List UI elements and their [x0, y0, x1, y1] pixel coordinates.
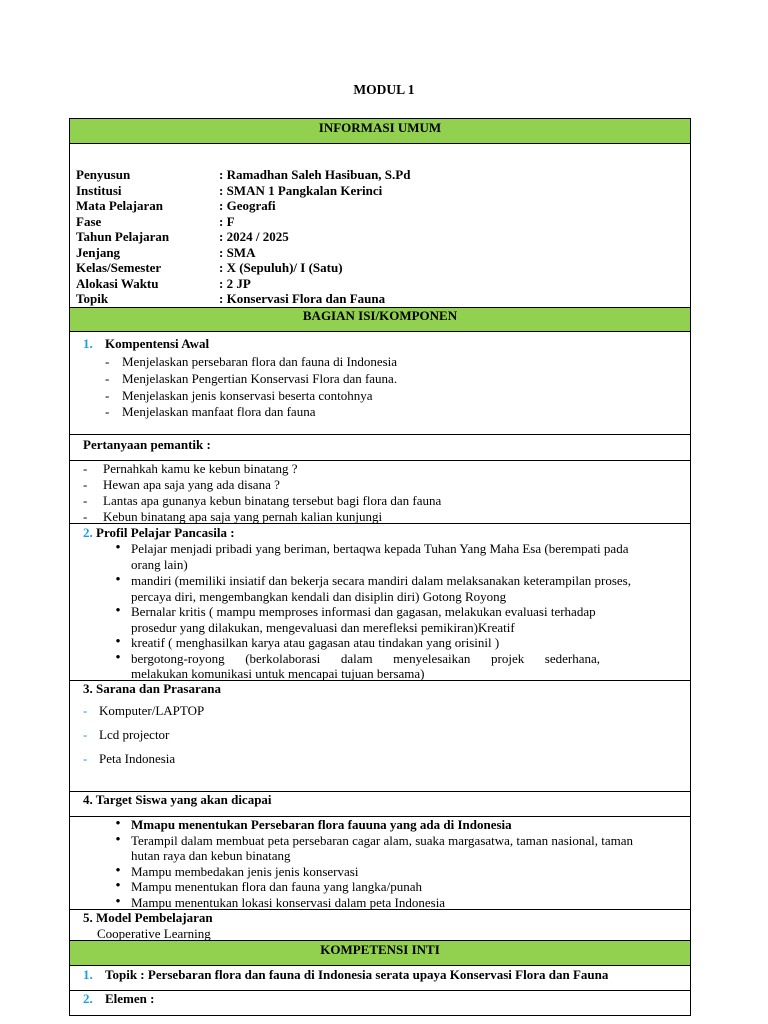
list-item-text: Menjelaskan jenis konservasi beserta contohnya: [122, 388, 373, 403]
list-item-text: bergotong-royong (berkolaborasi dalam menyelesaikan projek sederhana,: [131, 650, 600, 666]
list-item: • Mampu membedakan jenis jenis konservasi: [105, 864, 680, 880]
section-title: 3. Sarana dan Prasarana: [83, 681, 221, 696]
list-item: • mandiri (memiliki insiatif dan bekerja secara mandiri dalam melaksanakan keterampilan proses, percaya diri, mengembangkan kendali dan disiplin diri) Gotong Royong: [105, 573, 650, 604]
list-item-text: Bernalar kritis ( mampu memproses informasi dan gagasan, melakukan evaluasi terhadap: [131, 604, 596, 619]
bagian-isi-header-text: BAGIAN ISI/KOMPONEN: [302, 308, 458, 323]
list-item-text: melakukan komunikasi untuk mencapai tujuan bersama): [131, 666, 425, 681]
info-label: Kelas/Semester: [76, 260, 162, 275]
section-title: 4. Target Siswa yang akan dicapai: [83, 792, 272, 807]
info-value: : Geografi: [219, 198, 276, 213]
list-item: • Terampil dalam membuat peta persebaran cagar alam, suaka margasatwa, taman nasional, taman hutan raya dan kebun binatang: [105, 833, 680, 864]
kompetensi-awal-section: [70, 332, 690, 435]
list-item: - Komputer/LAPTOP: [83, 703, 205, 718]
list-item-text: Lantas apa gunanya kebun binatang tersebut bagi flora dan fauna: [103, 493, 442, 508]
info-row-institusi: [76, 183, 684, 199]
list-item-text: orang lain): [131, 556, 188, 572]
module-document: [69, 118, 691, 1016]
section-number: 2.: [83, 525, 93, 540]
list-item: • Bernalar kritis ( mampu memproses informasi dan gagasan, melakukan evaluasi terhadap prosedur yang dilakukan, mengevaluasi dan merefleksi pemikiran)Kreatif: [105, 604, 650, 635]
info-row-kelas-semester: [76, 260, 684, 276]
section-title: Pertanyaan pemantik :: [83, 437, 211, 452]
profil-pelajar-section: [70, 524, 690, 681]
list-item-text: Menjelaskan persebaran flora dan fauna di Indonesia: [122, 354, 398, 369]
list-item: • Pelajar menjadi pribadi yang beriman, bertaqwa kepada Tuhan Yang Maha Esa (berempati pada orang lain): [105, 541, 650, 572]
model-pembelajaran-value: Cooperative Learning: [97, 925, 211, 941]
list-item-text: mandiri (memiliki insiatif dan bekerja secara mandiri dalam melaksanakan keterampilan proses,: [131, 573, 631, 588]
list-item-text: kreatif ( menghasilkan karya atau gagasan atau tindakan yang orisinil ): [131, 635, 500, 650]
info-label: Tahun Pelajaran: [76, 229, 170, 244]
section-number: 1.: [83, 336, 93, 351]
info-label: Fase: [76, 213, 102, 229]
info-value: : 2 JP: [219, 275, 251, 291]
list-item: • Mampu menentukan lokasi konservasi dalam peta Indonesia: [105, 895, 680, 911]
pertanyaan-pemantik-heading: [70, 435, 690, 461]
info-row-topik: [76, 291, 684, 307]
pertanyaan-pemantik-list: [70, 461, 690, 524]
list-item: • bergotong-royong (berkolaborasi dalam menyelesaikan projek sederhana, melakukan komunikasi untuk mencapai tujuan bersama): [105, 651, 650, 682]
list-item: - Menjelaskan persebaran flora dan fauna di Indonesia: [105, 354, 398, 369]
kompetensi-inti-elemen: [70, 991, 690, 1015]
list-item: - Menjelaskan jenis konservasi beserta contohnya: [105, 388, 373, 403]
list-item: - Kebun binatang apa saja yang pernah kalian kunjungi: [83, 509, 383, 524]
section-number: 1.: [83, 967, 93, 982]
list-item: - Menjelaskan manfaat flora dan fauna: [105, 404, 316, 419]
list-item: - Peta Indonesia: [83, 751, 176, 766]
info-value: : SMAN 1 Pangkalan Kerinci: [219, 182, 383, 198]
section-title: Kompentensi Awal: [105, 336, 210, 351]
target-siswa-list: [70, 817, 690, 910]
list-item: - Hewan apa saja yang ada disana ?: [83, 477, 280, 492]
info-row-alokasi-waktu: [76, 276, 684, 292]
list-item-text: prosedur yang dilakukan, mengevaluasi dan merefleksi pemikiran)Kreatif: [131, 619, 515, 635]
list-item: • kreatif ( menghasilkan karya atau gagasan atau tindakan yang orisinil ): [105, 635, 650, 651]
list-item-text: Terampil dalam membuat peta persebaran cagar alam, suaka margasatwa, taman nasional, taman: [131, 832, 634, 848]
list-item: - Lantas apa gunanya kebun binatang tersebut bagi flora dan fauna: [83, 493, 442, 508]
topik-text: Topik : Persebaran flora dan fauna di Indonesia serata upaya Konservasi Flora dan Fauna: [105, 967, 609, 982]
informasi-umum-table: [70, 144, 690, 308]
kompetensi-inti-topik: [70, 966, 690, 991]
info-value: : Ramadhan Saleh Hasibuan, S.Pd: [219, 167, 411, 182]
list-item-text: Kebun binatang apa saja yang pernah kalian kunjungi: [103, 509, 383, 524]
list-item-text: Mmapu menentukan Persebaran flora fauuna yang ada di Indonesia: [131, 817, 512, 832]
info-row-mata-pelajaran: [76, 198, 684, 214]
list-item-text: Menjelaskan Pengertian Konservasi Flora dan fauna.: [122, 371, 398, 386]
info-row-tahun-pelajaran: [76, 229, 684, 245]
informasi-umum-header: [70, 119, 690, 144]
kompetensi-inti-header: [70, 941, 690, 966]
info-value: : F: [219, 213, 235, 229]
list-item-text: Mampu menentukan lokasi konservasi dalam peta Indonesia: [131, 894, 446, 910]
section-title: Profil Pelajar Pancasila :: [96, 525, 235, 540]
list-item-text: Lcd projector: [99, 727, 170, 742]
model-pembelajaran-section: [70, 910, 690, 941]
list-item: - Lcd projector: [83, 727, 170, 742]
list-item-text: Peta Indonesia: [99, 751, 176, 766]
list-item-text: Mampu menentukan flora dan fauna yang langka/punah: [131, 879, 422, 894]
module-title: MODUL 1: [353, 82, 415, 97]
list-item-text: Pelajar menjadi pribadi yang beriman, bertaqwa kepada Tuhan Yang Maha Esa (berempati pada: [131, 541, 629, 556]
list-item: • Mampu menentukan flora dan fauna yang langka/punah: [105, 879, 680, 895]
info-row-penyusun: [76, 167, 684, 183]
kompetensi-awal-heading: [83, 336, 690, 354]
list-item-text: Komputer/LAPTOP: [99, 703, 205, 718]
info-value: : Konservasi Flora dan Fauna: [219, 291, 386, 306]
info-row-jenjang: [76, 245, 684, 261]
elemen-text: Elemen :: [105, 991, 155, 1006]
list-item-text: percaya diri, mengembangkan kendali dan disiplin diri) Gotong Royong: [131, 588, 507, 604]
target-siswa-heading: [70, 792, 690, 817]
kompetensi-inti-header-text: KOMPETENSI INTI: [320, 942, 440, 957]
list-item-text: Menjelaskan manfaat flora dan fauna: [122, 404, 316, 419]
info-label: Alokasi Waktu: [76, 275, 159, 291]
profil-pelajar-heading: [83, 525, 650, 540]
info-value: : SMA: [219, 244, 256, 260]
list-item-text: Mampu membedakan jenis jenis konservasi: [131, 863, 359, 879]
info-value: : 2024 / 2025: [219, 229, 289, 244]
info-label: Institusi: [76, 182, 122, 198]
info-label: Jenjang: [76, 244, 121, 260]
list-item: - Pernahkah kamu ke kebun binatang ?: [83, 461, 298, 476]
section-title: 5. Model Pembelajaran: [83, 910, 213, 925]
bagian-isi-header: [70, 308, 690, 332]
info-label: Penyusun: [76, 167, 131, 182]
info-value: : X (Sepuluh)/ I (Satu): [219, 260, 343, 275]
list-item: - Menjelaskan Pengertian Konservasi Flora dan fauna.: [105, 371, 398, 386]
list-item-text: Hewan apa saja yang ada disana ?: [103, 477, 280, 492]
list-item-text: hutan raya dan kebun binatang: [131, 848, 291, 863]
info-label: Mata Pelajaran: [76, 198, 164, 213]
info-row-fase: [76, 214, 684, 230]
list-item: • Mmapu menentukan Persebaran flora fauuna yang ada di Indonesia: [105, 817, 680, 833]
informasi-umum-header-text: INFORMASI UMUM: [318, 120, 442, 135]
sarana-prasarana-section: [70, 681, 690, 792]
info-label: Topik: [76, 291, 109, 306]
list-item-text: Pernahkah kamu ke kebun binatang ?: [103, 461, 298, 476]
section-number: 2.: [83, 991, 93, 1006]
